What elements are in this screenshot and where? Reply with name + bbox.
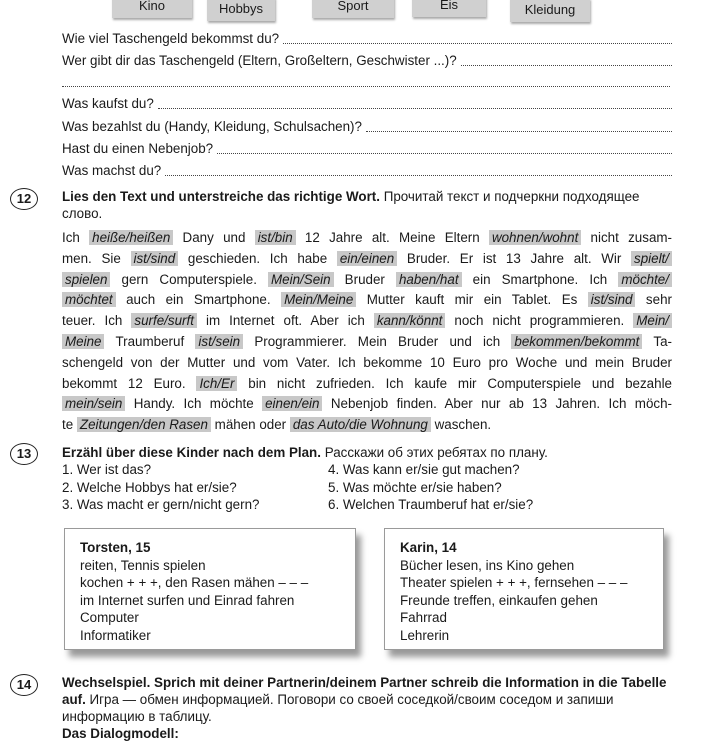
text-line: spielen gern Computerspiele. Mein/Sein Bruder haben/hat ein Smartphone. Ich möchte/	[62, 270, 672, 291]
task-13-instruction: Erzähl über diese Kinder nach dem Plan. Расскажи об этих ребятах по плану.	[62, 445, 548, 460]
topic-tags	[0, 0, 716, 22]
text-line: men. Sie ist/sind geschieden. Ich habe ein/einen Bruder. Er ist 13 Jahre alt. Wir spielt/	[62, 249, 672, 270]
plan-item: 4. Was kann er/sie gut machen?	[328, 462, 520, 477]
tag-sport: Sport	[312, 0, 394, 18]
text-line: mein/sein Handy. Ich möchte einen/ein Nebenjob finden. Aber nur ab 13 Jahren. Ich möch-	[62, 394, 672, 415]
word-choice[interactable]: spielt/	[631, 251, 672, 266]
question-1: Wie viel Taschengeld bekommst du?	[62, 30, 672, 48]
word-choice[interactable]: surfe/surft	[131, 313, 197, 328]
question-2: Wer gibt dir das Taschengeld (Eltern, Großeltern, Geschwister ...)?	[62, 52, 672, 70]
card-line: im Internet surfen und Einrad fahren	[80, 592, 295, 608]
question-4: Was bezahlst du (Handy, Kleidung, Schulsachen)?	[62, 118, 672, 136]
plan-right	[328, 461, 533, 514]
answer-line[interactable]	[62, 86, 670, 87]
text-line: schengeld von der Mutter und vom Vater. Ich bekomme 10 Euro pro Woche und mein Bruder	[62, 354, 672, 370]
word-choice[interactable]: Mein/	[633, 313, 672, 328]
card-line: Lehrerin	[400, 627, 450, 643]
card-line: Theater spielen + + +, fernsehen – – –	[400, 575, 628, 591]
word-choice[interactable]: Meine	[62, 334, 104, 349]
word-choice[interactable]: möchte/	[618, 272, 672, 287]
card-line: Computer	[80, 610, 139, 626]
answer-line[interactable]	[366, 130, 672, 132]
answer-line[interactable]	[217, 152, 672, 154]
question-3: Was kaufst du?	[62, 95, 672, 113]
task-13-number: 13	[10, 443, 38, 465]
card-name: Karin, 14	[400, 540, 457, 555]
word-choice[interactable]: ist/sind	[588, 292, 636, 307]
plan-item: 6. Welchen Traumberuf hat er/sie?	[328, 497, 534, 512]
word-choice[interactable]: ein/einen	[337, 251, 397, 266]
question-5: Hast du einen Nebenjob?	[62, 140, 672, 158]
word-choice[interactable]: ist/sind	[131, 251, 179, 266]
tag-hobbys: Hobbys	[207, 0, 275, 21]
word-choice[interactable]: möchtet	[62, 292, 116, 307]
word-choice[interactable]: spielen	[62, 272, 110, 287]
plan-item: 5. Was möchte er/sie haben?	[328, 479, 502, 495]
text-line: te Zeitungen/den Rasen mähen oder das Auto/die Wohnung waschen.	[62, 417, 492, 433]
tag-eis: Eis	[412, 0, 486, 17]
word-choice[interactable]: mein/sein	[62, 396, 125, 411]
task-12-number: 12	[10, 188, 38, 210]
word-choice[interactable]: das Auto/die Wohnung	[290, 417, 431, 432]
word-choice[interactable]: kann/könnt	[374, 313, 446, 328]
plan-item: 2. Welche Hobbys hat er/sie?	[62, 479, 237, 495]
word-choice[interactable]: Ich/Er	[196, 376, 237, 391]
task-14-dialog-heading: Das Dialogmodell:	[62, 726, 179, 741]
text-line: möchtet auch ein Smartphone. Mein/Meine Mutter kauft mir ein Tablet. Es ist/sind sehr	[62, 290, 672, 311]
text-line: Meine Traumberuf ist/sein Programmierer. Mein Bruder und ich bekommen/bekommt Ta-	[62, 332, 672, 353]
plan-left	[62, 461, 259, 514]
task-14-number: 14	[10, 674, 38, 696]
answer-line[interactable]	[158, 107, 672, 109]
word-choice[interactable]: Zeitungen/den Rasen	[77, 417, 211, 432]
tag-kino: Kino	[112, 0, 192, 18]
profile-card-karin	[384, 528, 664, 650]
word-choice[interactable]: wohnen/wohnt	[489, 230, 581, 245]
card-line: kochen + + +, den Rasen mähen – – –	[80, 575, 309, 591]
card-name: Torsten, 15	[80, 540, 151, 555]
word-choice[interactable]: heiße/heißen	[89, 230, 173, 245]
card-line: reiten, Tennis spielen	[80, 557, 206, 573]
card-line: Bücher lesen, ins Kino gehen	[400, 557, 575, 573]
task-14-instruction: Wechselspiel. Sprich mit deiner Partnerin/deinem Partner schreib die Information in die Tabelle auf. Игра — обмен информацией. Поговори со своей соседкой/своим соседом и запиши информацию в таблицу.	[62, 675, 667, 724]
tag-kleidung: Kleidung	[510, 0, 590, 22]
text-line: bekommt 12 Euro. Ich/Er bin nicht zufrieden. Ich kaufe mir Computerspiele und bezahle	[62, 375, 672, 391]
word-choice[interactable]: bekommen/bekommt	[511, 334, 642, 349]
task-12-instruction: Lies den Text und unterstreiche das richtige Wort. Прочитай текст и подчеркни подходящее слово.	[62, 189, 640, 221]
question-6: Was machst du?	[62, 162, 672, 180]
task-12-text	[62, 228, 672, 436]
answer-line[interactable]	[461, 64, 672, 66]
plan-item: 3. Was macht er gern/nicht gern?	[62, 497, 260, 512]
word-choice[interactable]: haben/hat	[396, 272, 462, 287]
card-line: Informatiker	[80, 627, 151, 643]
text-line: teuer. Ich surfe/surft im Internet oft. Aber ich kann/könnt noch nicht programmieren. Mein/	[62, 311, 672, 332]
word-choice[interactable]: einen/ein	[262, 396, 322, 411]
word-choice[interactable]: ist/bin	[255, 230, 296, 245]
text-line: Ich heiße/heißen Dany und ist/bin 12 Jahre alt. Meine Eltern wohnen/wohnt nicht zusam-	[62, 230, 672, 245]
word-choice[interactable]: Mein/Sein	[268, 272, 334, 287]
card-line: Fahrrad	[400, 610, 447, 626]
word-choice[interactable]: ist/sein	[195, 334, 243, 349]
answer-line[interactable]	[165, 174, 672, 176]
answer-line[interactable]	[283, 42, 672, 44]
profile-card-torsten	[64, 528, 356, 650]
word-choice[interactable]: Mein/Meine	[281, 292, 356, 307]
plan-item: 1. Wer ist das?	[62, 462, 152, 477]
card-line: Freunde treffen, einkaufen gehen	[400, 592, 598, 608]
